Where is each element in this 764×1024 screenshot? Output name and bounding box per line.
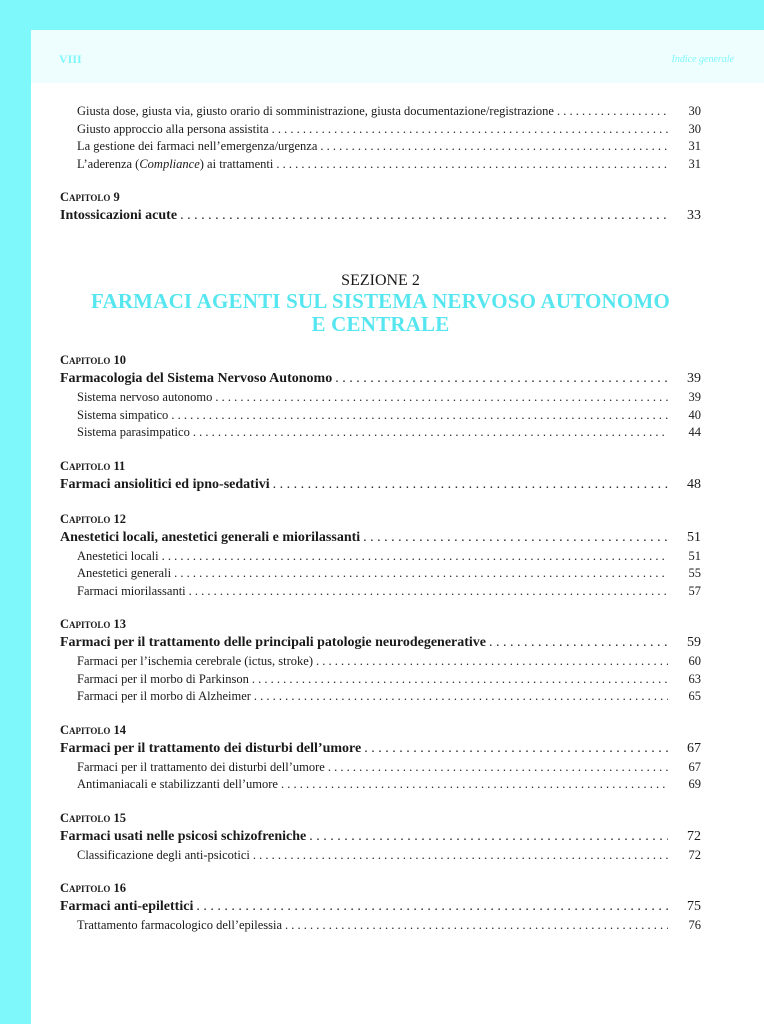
left-color-band xyxy=(0,0,31,1024)
toc-page: 51 xyxy=(688,548,701,563)
chapter-label: Capitolo 9 xyxy=(60,190,120,204)
toc-page: 30 xyxy=(688,121,701,136)
chapter-label: Capitolo 15 xyxy=(60,810,126,825)
section-title-line2: E CENTRALE xyxy=(311,312,450,336)
toc-entry[interactable]: Trattamento farmacologico dell’epilessia . . . 76 xyxy=(60,917,701,935)
toc-page: 39 xyxy=(688,390,701,404)
toc-page: 51 xyxy=(687,529,701,545)
toc-page: 39 xyxy=(687,371,701,386)
toc-entry[interactable]: Sistema parasimpatico . . . 44 xyxy=(60,424,701,442)
toc-entry[interactable]: Farmaci per il morbo di Alzheimer . . . 65 xyxy=(60,688,701,706)
toc-entry[interactable]: Farmaci miorilassanti . . . 57 xyxy=(60,583,701,601)
chapter-title-row[interactable]: Farmaci ansiolitici ed ipno-sedativi . . . 48 xyxy=(60,475,701,495)
toc-entry[interactable]: Anestetici generali . . . 55 xyxy=(60,565,701,583)
toc-page: 31 xyxy=(688,139,701,153)
page-number: VIII xyxy=(59,52,82,66)
toc-page: 55 xyxy=(688,566,701,580)
chapter-block xyxy=(60,458,701,495)
toc-entry[interactable]: Sistema nervoso autonomo . . . 39 xyxy=(60,389,701,407)
chapter-block xyxy=(60,511,701,601)
chapter-title-row[interactable]: Farmacologia del Sistema Nervoso Autonomo . . . 39 xyxy=(60,369,701,389)
top-color-band xyxy=(0,0,764,30)
toc-entry[interactable]: Farmaci per il morbo di Parkinson . . . 63 xyxy=(60,671,701,689)
toc-page: 67 xyxy=(687,740,701,756)
chapter-block xyxy=(60,880,701,935)
toc-page: 72 xyxy=(688,847,701,862)
chapter-label: Capitolo 14 xyxy=(60,722,126,737)
chapter-title-row[interactable]: Farmaci per il trattamento dei disturbi dell’umore . . . 67 xyxy=(60,739,701,759)
toc-page: 48 xyxy=(687,476,701,492)
chapter-title-row[interactable]: Farmaci anti-epilettici . . . 75 xyxy=(60,897,701,917)
section-heading xyxy=(60,272,701,336)
chapter-block xyxy=(60,616,701,706)
toc-page: 33 xyxy=(687,208,701,223)
toc-entry[interactable]: La gestione dei farmaci nell’emergenza/urgenza . . . 31 xyxy=(60,138,701,156)
running-section-title: Indice generale xyxy=(671,54,734,65)
section-label: SEZIONE 2 xyxy=(341,272,420,289)
chapter-block xyxy=(60,352,701,442)
toc-entry[interactable]: Anestetici locali . . . 51 xyxy=(60,548,701,566)
toc-page: 76 xyxy=(688,918,701,932)
chapter-title-row[interactable]: Anestetici locali, anestetici generali e miorilassanti . . . 51 xyxy=(60,528,701,548)
toc-entry[interactable]: Antimaniacali e stabilizzanti dell’umore . . . 69 xyxy=(60,776,701,794)
chapter-label: Capitolo 11 xyxy=(60,458,126,473)
chapter-block xyxy=(60,810,701,865)
toc-page: 30 xyxy=(688,104,701,118)
chapter-block xyxy=(60,722,701,794)
toc-page: 67 xyxy=(688,759,701,774)
toc-page: 44 xyxy=(688,425,701,439)
chapter-list xyxy=(60,352,701,935)
toc-page: 63 xyxy=(688,671,701,686)
toc-page: 65 xyxy=(688,689,701,703)
chapter-title-row[interactable]: Farmaci per il trattamento delle principali patologie neurodegenerative . . . 59 xyxy=(60,633,701,653)
toc-page: 31 xyxy=(688,156,701,171)
toc-entry[interactable]: Sistema simpatico . . . 40 xyxy=(60,407,701,425)
chapter-title-row[interactable]: Farmaci usati nelle psicosi schizofreniche . . . 72 xyxy=(60,827,701,847)
toc-page: 57 xyxy=(688,583,701,598)
running-head xyxy=(31,30,764,83)
toc-page: 72 xyxy=(687,828,701,844)
toc-page: 75 xyxy=(687,899,701,914)
toc-page: 40 xyxy=(688,407,701,422)
toc-entry[interactable]: Farmaci per l’ischemia cerebrale (ictus, stroke) . . . 60 xyxy=(60,653,701,671)
chapter-label: Capitolo 16 xyxy=(60,881,126,895)
toc-page: 59 xyxy=(687,635,701,650)
toc-entry[interactable]: Giusta dose, giusta via, giusto orario di somministrazione, giusta documentazione/registrazione . . . 30 xyxy=(60,103,701,121)
toc-page: 69 xyxy=(688,777,701,791)
toc-entry[interactable]: L’aderenza (Compliance) ai trattamenti . . . 31 xyxy=(60,156,701,174)
chapter-label: Capitolo 10 xyxy=(60,353,126,367)
toc-entry[interactable]: Farmaci per il trattamento dei disturbi dell’umore . . . 67 xyxy=(60,759,701,777)
toc-page: 60 xyxy=(688,654,701,668)
chapter-label: Capitolo 12 xyxy=(60,511,126,526)
section-title-line1: FARMACI AGENTI SUL SISTEMA NERVOSO AUTONOMO xyxy=(90,289,670,313)
toc-entry[interactable]: Giusto approccio alla persona assistita . . . 30 xyxy=(60,121,701,139)
chapter-9 xyxy=(60,189,701,226)
toc-entry[interactable]: Classificazione degli anti-psicotici . . . 72 xyxy=(60,847,701,865)
table-of-contents xyxy=(60,103,701,951)
chapter-label: Capitolo 13 xyxy=(60,617,126,631)
toc-continued-entries xyxy=(60,103,701,173)
chapter-title-row[interactable]: Intossicazioni acute . . . 33 xyxy=(60,206,701,226)
